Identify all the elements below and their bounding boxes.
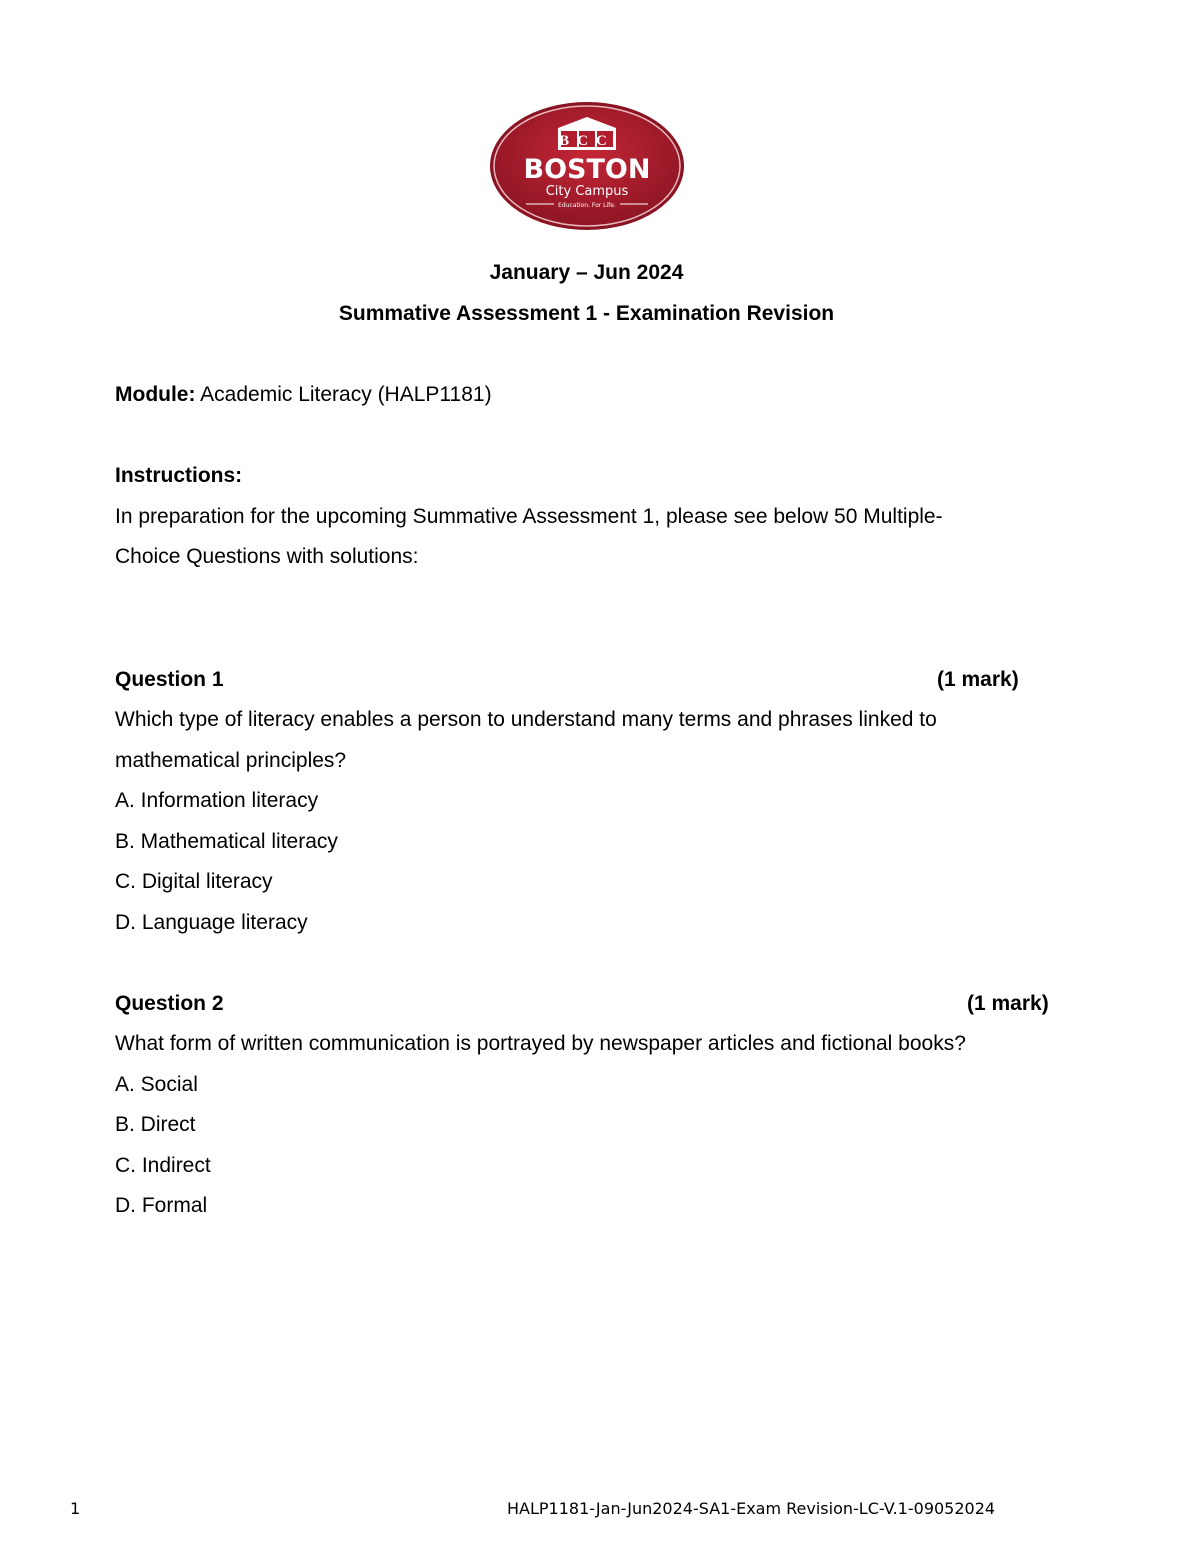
instructions-text-line-2: Choice Questions with solutions: (115, 545, 419, 568)
assessment-period: January – Jun 2024 (489, 261, 684, 284)
question-1-option-a: A. Information literacy (115, 789, 319, 812)
footer-document-code: HALP1181-Jan-Jun2024-SA1-Exam Revision-LC-V.1-09052024 (507, 1499, 996, 1518)
logo-name: BOSTON (523, 154, 651, 185)
question-2-text-line-1: What form of written communication is portrayed by newspaper articles and fictional books? (115, 1032, 966, 1055)
instructions-text-line-1: In preparation for the upcoming Summative Assessment 1, please see below 50 Multiple- (115, 505, 943, 528)
question-1-option-c: C. Digital literacy (115, 870, 273, 893)
question-2-option-a: A. Social (115, 1073, 198, 1096)
question-2-mark: (1 mark) (967, 992, 1049, 1015)
question-1-mark: (1 mark) (937, 668, 1019, 691)
logo-tagline: Education. For Life. (558, 202, 616, 209)
footer-page-number: 1 (70, 1499, 81, 1518)
logo-subtitle: City Campus (545, 184, 629, 199)
module-label: Module: (115, 383, 196, 406)
question-1-text-line-2: mathematical principles? (115, 749, 347, 772)
question-1-title: Question 1 (115, 668, 224, 691)
question-2-option-c: C. Indirect (115, 1154, 211, 1177)
question-1-text-line-1: Which type of literacy enables a person to understand many terms and phrases linked to (115, 708, 937, 731)
logo-initials: BCC (559, 133, 615, 149)
question-1-option-d: D. Language literacy (115, 911, 308, 934)
question-2-title: Question 2 (115, 992, 224, 1015)
document-title: Summative Assessment 1 - Examination Revision (338, 302, 835, 325)
module-value: Academic Literacy (HALP1181) (195, 383, 492, 406)
module-line (115, 382, 492, 408)
instructions-label: Instructions: (115, 464, 243, 487)
question-1-option-b: B. Mathematical literacy (115, 830, 338, 853)
question-2-option-b: B. Direct (115, 1113, 196, 1136)
boston-city-campus-logo (488, 100, 686, 232)
question-2-option-d: D. Formal (115, 1194, 208, 1217)
